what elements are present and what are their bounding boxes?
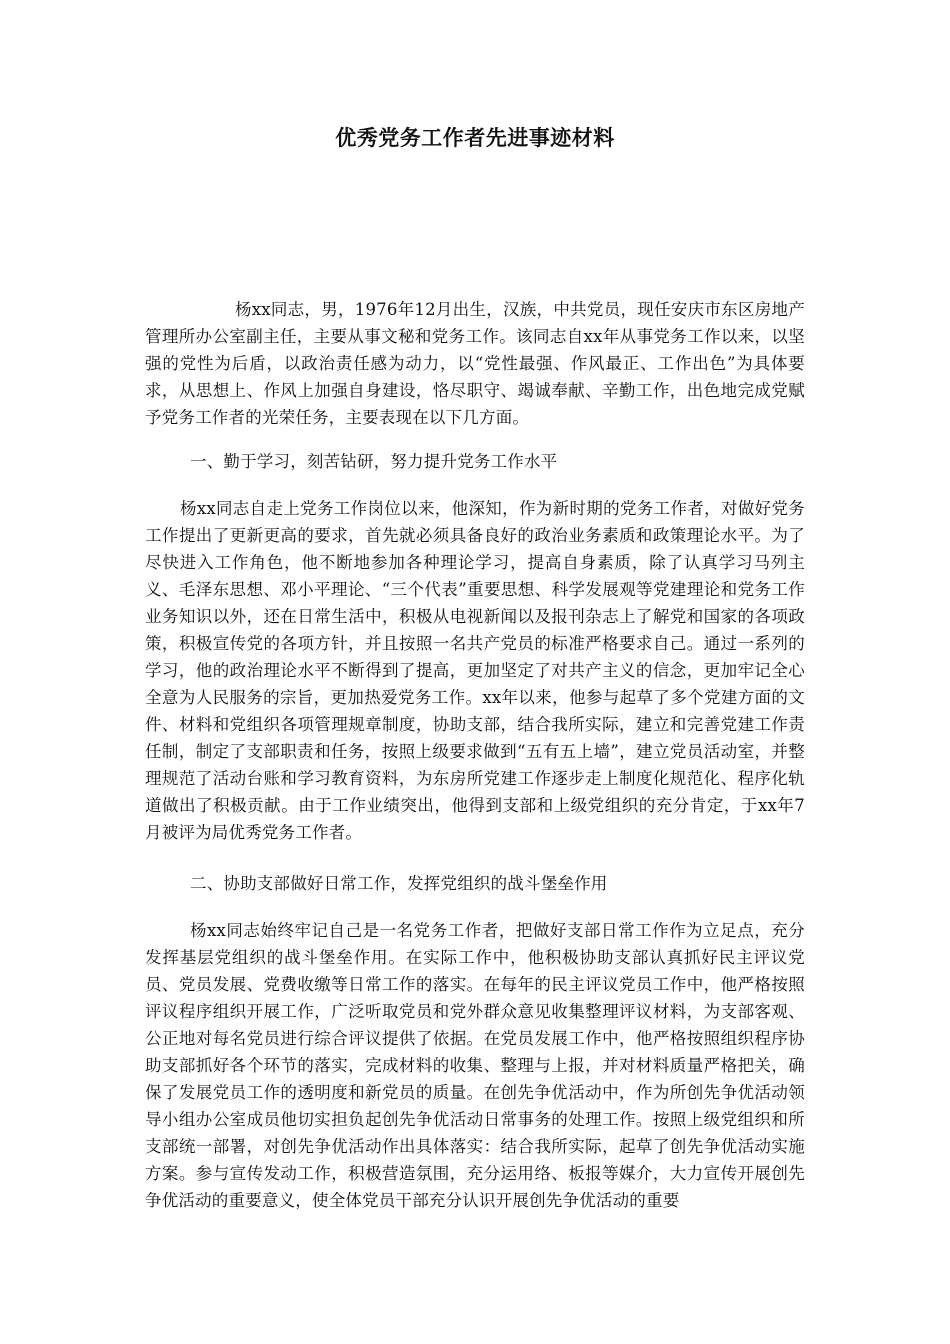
- section-2-paragraph: 杨xx同志始终牢记自己是一名党务工作者，把做好支部日常工作作为立足点，充分发挥基层党组织的战斗堡垒作用。在实际工作中，他积极协助支部认真抓好民主评议党员、党员发展、党费收缴等日常工作的落实。在每年的民主评议党员工作中，他严格按照评议程序组织开展工作，广泛听取党员和党外群众意见收集整理评议材料，为支部客观、公正地对每名党员进行综合评议提供了依据。在党员发展工作中，他严格按照组织程序协助支部抓好各个环节的落实，完成材料的收集、整理与上报，并对材料质量严格把关，确保了发展党员工作的透明度和新党员的质量。在创先争优活动中，作为所创先争优活动领导小组办公室成员他切实担负起创先争优活动日常事务的处理工作。按照上级党组织和所支部统一部署，对创先争优活动作出具体落实：结合我所实际，起草了创先争优活动实施方案。参与宣传发动工作，积极营造氛围，充分运用络、板报等媒介，大力宣传开展创先争优活动的重要意义，使全体党员干部充分认识开展创先争优活动的重要: [145, 921, 805, 1210]
- section-2-heading: 二、协助支部做好日常工作，发挥党组织的战斗堡垒作用: [190, 874, 608, 893]
- document-title: 优秀党务工作者先进事迹材料: [335, 125, 615, 150]
- section-1-paragraph: 杨xx同志自走上党务工作岗位以来，他深知，作为新时期的党务工作者，对做好党务工作提出了更新更高的要求，首先就必须具备良好的政治业务素质和政策理论水平。为了尽快进入工作角色，他不断地参加各种理论学习，提高自身素质，除了认真学习马列主义、毛泽东思想、邓小平理论、“三个代表”重要思想、科学发展观等党建理论和党务工作业务知识以外，还在日常生活中，积极从电视新闻以及报刊杂志上了解党和国家的各项政策，积极宣传党的各项方针，并且按照一名共产党员的标准严格要求自己。通过一系列的学习，他的政治理论水平不断得到了提高，更加坚定了对共产主义的信念，更加牢记全心全意为人民服务的宗旨，更加热爱党务工作。xx年以来，他参与起草了多个党建方面的文件、材料和党组织各项管理规章制度，协助支部，结合我所实际，建立和完善党建工作责任制，制定了支部职责和任务，按照上级要求做到“五有五上墙”，建立党员活动室，并整理规范了活动台账和学习教育资料，为东房所党建工作逐步走上制度化规范化、程序化轨道做出了积极贡献。由于工作业绩突出，他得到支部和上级党组织的充分肯定，于xx年7月被评为局优秀党务工作者。: [145, 499, 805, 842]
- section-1-heading: 一、勤于学习，刻苦钻研，努力提升党务工作水平: [190, 452, 558, 471]
- intro-paragraph: 杨xx同志，男，1976年12月出生，汉族，中共党员，现任安庆市东区房地产管理所办公室副主任，主要从事文秘和党务工作。该同志自xx年从事党务工作以来，以坚强的党性为后盾，以政治责任感为动力，以“党性最强、作风最正、工作出色”为具体要求，从思想上、作风上加强自身建设，恪尽职守、竭诚奉献、辛勤工作，出色地完成党赋予党务工作者的光荣任务，主要表现在以下几方面。: [145, 300, 805, 427]
